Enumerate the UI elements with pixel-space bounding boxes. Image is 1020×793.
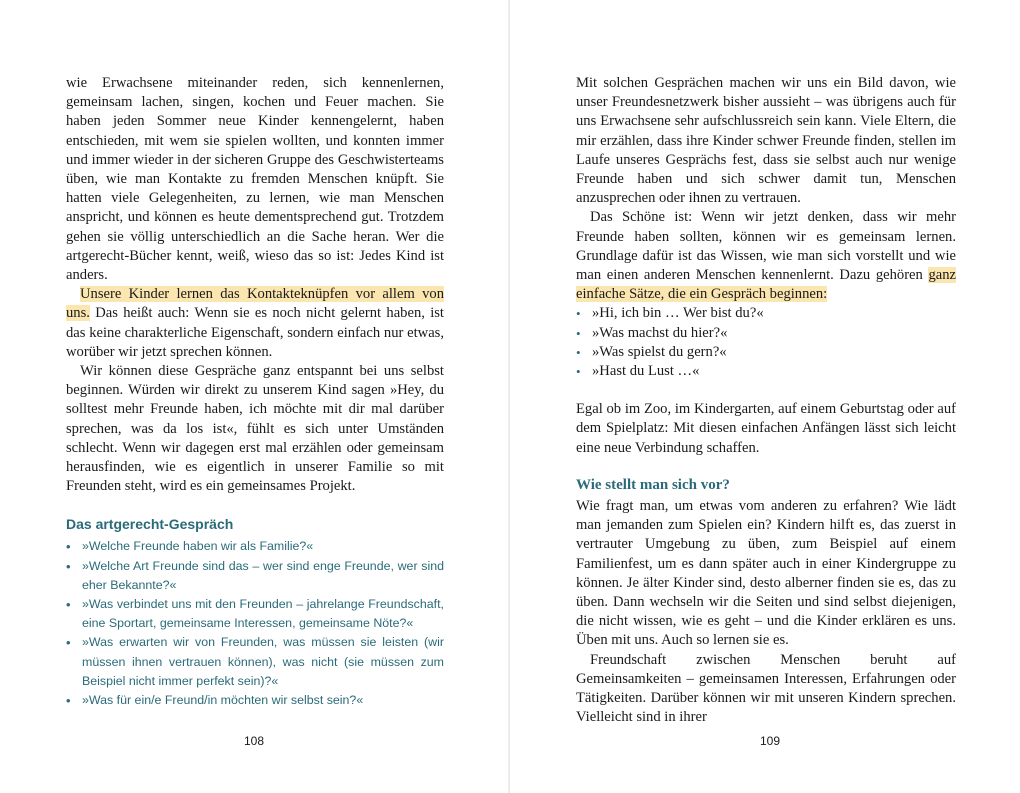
question-list [66, 537, 444, 710]
list-item: • »Welche Art Freunde sind das – wer sind enge Freunde, wer sind eher Bekannte?« [66, 558, 444, 592]
right-page [510, 0, 1020, 793]
list-item: • »Was verbindet uns mit den Freunden – jahrelange Freundschaft, eine Sportart, gemeinsame Interessen, gemeinsame Nöte?« [66, 597, 444, 631]
bullet-icon: • [66, 597, 71, 613]
right-text-column [576, 74, 956, 728]
bullet-icon: • [66, 558, 71, 574]
phrase-list [576, 304, 956, 381]
body-paragraph-highlighted [66, 285, 444, 362]
left-text-column [66, 74, 444, 710]
list-item: • »Was machst du hier?« [576, 324, 956, 343]
body-paragraph: Wie fragt man, um etwas vom anderen zu erfahren? Wie lädt man jemanden zum Spielen ein? Kindern hilft es, das zuerst in vertrauter Umgebung zu üben, zum Beispiel auf einem Familienfest, um es dann später auch in einer Kindergruppe zu können. Je älter Kinder sind, desto alberner finden sie es, das zu üben. Dann wechseln wir die Seiten und sind selbst diejenigen, die nicht wissen, wie es geht – und die Kinder erklären es uns. Üben mit uns. Auch so lernen sie es. [576, 498, 956, 649]
page-number: 108 [244, 734, 265, 748]
bullet-icon: • [576, 325, 581, 341]
text-highlight: Unsere Kinder lernen das Kontakteknüpfen vor allem von uns. [66, 286, 444, 322]
text-highlight: ganz einfache Sätze, die ein Gespräch beginnen: [576, 267, 956, 303]
spacer [576, 381, 956, 400]
list-item: • »Hi, ich bin … Wer bist du?« [576, 304, 956, 323]
body-paragraph: Mit solchen Gesprächen machen wir uns ein Bild davon, wie unser Freundesnetzwerk bisher aussieht – was übrigens auch für uns Erwachsene sehr aufschlussreich sein kann. Viele Eltern, die mir erzählen, dass ihre Kinder schwer Freunde finden, stellen im Laufe unseres Gesprächs fest, dass sie selbst auch nur wenige Freunde haben und sich schwer damit tun, Menschen anzusprechen oder ihnen zu vertrauen. [576, 75, 956, 207]
list-item: • »Was für ein/e Freund/in möchten wir selbst sein?« [66, 691, 444, 710]
bullet-icon: • [576, 306, 581, 322]
bullet-icon: • [66, 693, 71, 709]
list-item: • »Hast du Lust …« [576, 362, 956, 381]
paragraph-rest: Das heißt auch: Wenn sie es noch nicht gelernt haben, ist das keine charakterliche Eigenschaft, sondern einfach nur etwas, worüber wir jetzt sprechen können. [66, 305, 444, 360]
bullet-icon: • [576, 364, 581, 380]
list-item: • »Was erwarten wir von Freunden, was müssen sie leisten (wir müssen ihnen vertrauen können), was nicht (sie müssen zum Beispiel nicht immer perfekt sein)?« [66, 635, 444, 688]
body-paragraph: Wir können diese Gespräche ganz entspannt bei uns selbst beginnen. Würden wir direkt zu unserem Kind sagen »Hey, du solltest mehr Freunde haben, ich möchte mit dir mal darüber sprechen, was da los ist«, fühlt es sich unter Umständen schlecht. Wenn wir dagegen erst mal erzählen oder gemeinsam herausfinden, wie es eigentlich in unserer Familie so mit Freunden steht, wird es ein gemeinsames Projekt. [66, 363, 444, 495]
bullet-icon: • [66, 539, 71, 555]
bullet-icon: • [66, 635, 71, 651]
body-paragraph: wie Erwachsene miteinander reden, sich kennenlernen, gemeinsam lachen, singen, kochen und Feuer machen. Sie haben jeden Sommer neue Kinder kennengelernt, haben entschieden, mit wem sie spielen wollten, und konnten immer und immer wieder in der sicheren Gruppe des Geschwisterteams üben, wie man Kontakte zu fremden Menschen knüpft. Sie hatten viele Gelegenheiten, zu lernen, wie man Menschen anspricht, und können es heute dementsprechend gut. Trotzdem gehen sie völlig unterschiedlich an die Sache heran. Wer die artgerecht-Bücher kennt, weiß, wieso das so ist: Jedes Kind ist anders. [66, 75, 444, 284]
body-paragraph: Egal ob im Zoo, im Kindergarten, auf einem Geburtstag oder auf dem Spielplatz: Mit diesen einfachen Anfängen lässt sich leicht eine neue Verbindung schaffen. [576, 401, 956, 456]
page-number: 109 [760, 734, 781, 748]
body-paragraph-highlighted: Das Schöne ist: Wenn wir jetzt denken, dass wir mehr Freunde haben sollten, können wir es gemeinsam lernen. Grundlage dafür ist das Wissen, wie man sich vorstellt und wie man einen anderen Menschen kennenlernt. Dazu gehören ganz einfache Sätze, die ein Gespräch beginnen: [576, 209, 956, 303]
bullet-icon: • [576, 344, 581, 360]
subheading: Wie stellt man sich vor? [576, 476, 730, 493]
body-paragraph: Freundschaft zwischen Menschen beruht auf Gemeinsamkeiten – gemeinsamen Interessen, Erfahrungen oder Tätigkeiten. Darüber können wir mit unseren Kindern sprechen. Vielleicht sind in ihrer [576, 651, 956, 726]
section-heading: Das artgerecht-Gespräch [66, 516, 234, 533]
list-item: • »Was spielst du gern?« [576, 343, 956, 362]
list-item: • »Welche Freunde haben wir als Familie?« [66, 537, 444, 556]
